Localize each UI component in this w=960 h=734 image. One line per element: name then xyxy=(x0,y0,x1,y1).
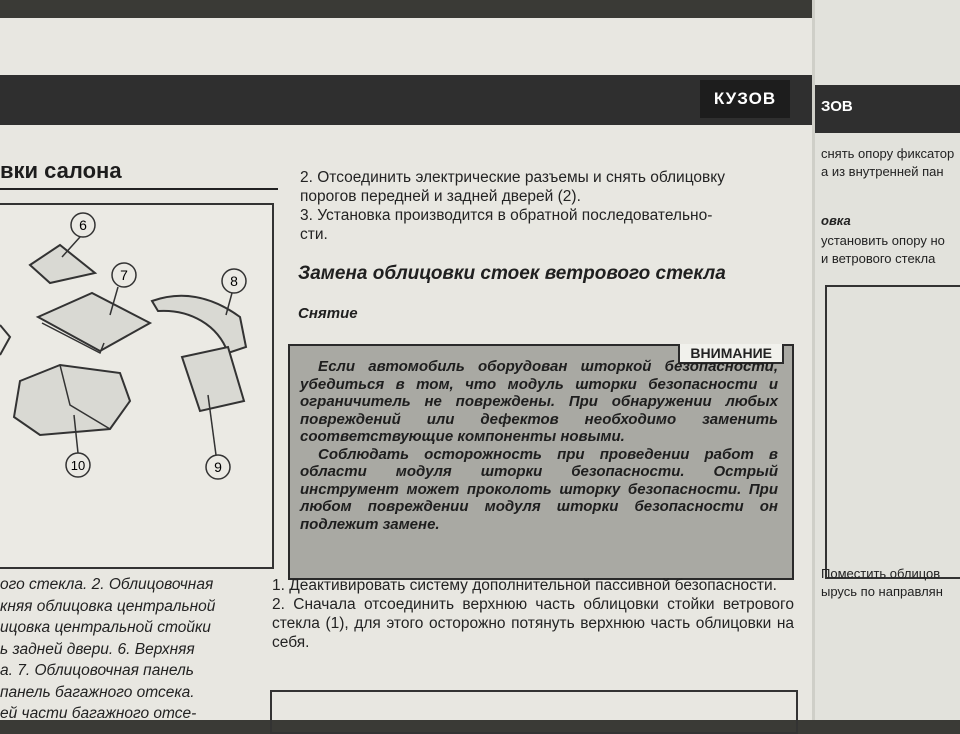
caption-line: ь задней двери. 6. Верхняя xyxy=(0,640,195,658)
callout-7-text: 7 xyxy=(120,267,128,283)
right-page xyxy=(812,0,960,720)
warning-label: ВНИМАНИЕ xyxy=(678,344,784,364)
warning-paragraph-2: Соблюдать осторожность при проведении работ в области модуля шторки безопасности. Острый инструмент может проколоть шторку безопасности. При любом повреждении модуля шторки безопасности он подлежит замене. xyxy=(300,445,778,533)
right-line: и ветрового стекла xyxy=(821,251,936,266)
next-figure-frame xyxy=(270,690,798,734)
caption-line: ицовка центральной стойки xyxy=(0,619,211,636)
part-6-shape xyxy=(30,245,95,283)
left-column-heading: вки салона xyxy=(0,158,278,190)
section-header-label: КУЗОВ xyxy=(700,80,790,118)
warning-text xyxy=(300,358,778,533)
callout-10-text: 10 xyxy=(70,458,86,473)
parts-figure xyxy=(0,203,274,569)
intro-line: 3. Установка производится в обратной последовательно- xyxy=(300,207,713,224)
intro-line: порогов передней и задней дверей (2). xyxy=(300,188,581,205)
right-subhead: овка xyxy=(821,213,851,228)
caption-line: панель багажного отсека. xyxy=(0,683,195,701)
part-10-shape xyxy=(14,365,130,435)
removal-steps xyxy=(272,576,794,652)
warning-box xyxy=(288,344,794,580)
right-line: ырусь по направлян xyxy=(821,584,943,599)
intro-line: 2. Отсоединить электрические разъемы и снять облицовку xyxy=(300,169,725,186)
right-figure-frame xyxy=(825,285,960,579)
right-line: снять опору фиксатор xyxy=(821,146,955,161)
step-1: 1. Деактивировать систему дополнительной пассивной безопасности. xyxy=(272,577,777,594)
part-9-shape xyxy=(182,347,244,411)
callout-9-text: 9 xyxy=(214,459,222,475)
caption-line: княя облицовка центральной xyxy=(0,597,216,615)
caption-line: ого стекла. 2. Облицовочная xyxy=(0,576,214,593)
right-line: установить опору но xyxy=(821,233,945,248)
right-header-label: ЗОВ xyxy=(821,98,853,115)
intro-line: сти. xyxy=(300,226,328,243)
caption-line: а. 7. Облицовочная панель xyxy=(0,662,194,679)
removal-subhead: Снятие xyxy=(298,305,358,322)
callout-6-text: 6 xyxy=(79,217,87,233)
figure-caption xyxy=(0,574,250,725)
warning-paragraph-1: Если автомобиль оборудован шторкой безопасности, убедиться в том, что модуль шторки безопасности и ограничитель не повреждены. При обнаружении любых повреждений или дефектов необходимо заменить соответствующие компоненты новыми. xyxy=(300,358,778,445)
callout-8-text: 8 xyxy=(230,273,238,289)
header-band xyxy=(0,75,812,125)
right-line: а из внутренней пан xyxy=(821,164,944,179)
step-2: 2. Сначала отсоединить верхнюю часть облицовки стойки ветрового стекла (1), для этого осторожно потянуть верхнюю часть облицовки на себя. xyxy=(272,596,794,651)
caption-line: ей части багажного отсе- xyxy=(0,705,197,722)
part-8-shape xyxy=(152,296,246,353)
intro-steps xyxy=(300,168,800,244)
part-7-shape xyxy=(38,293,150,351)
trim-parts-diagram xyxy=(0,205,272,567)
right-line: Поместить облицов xyxy=(821,566,941,581)
section-title: Замена облицовки стоек ветрового стекла xyxy=(298,263,726,284)
